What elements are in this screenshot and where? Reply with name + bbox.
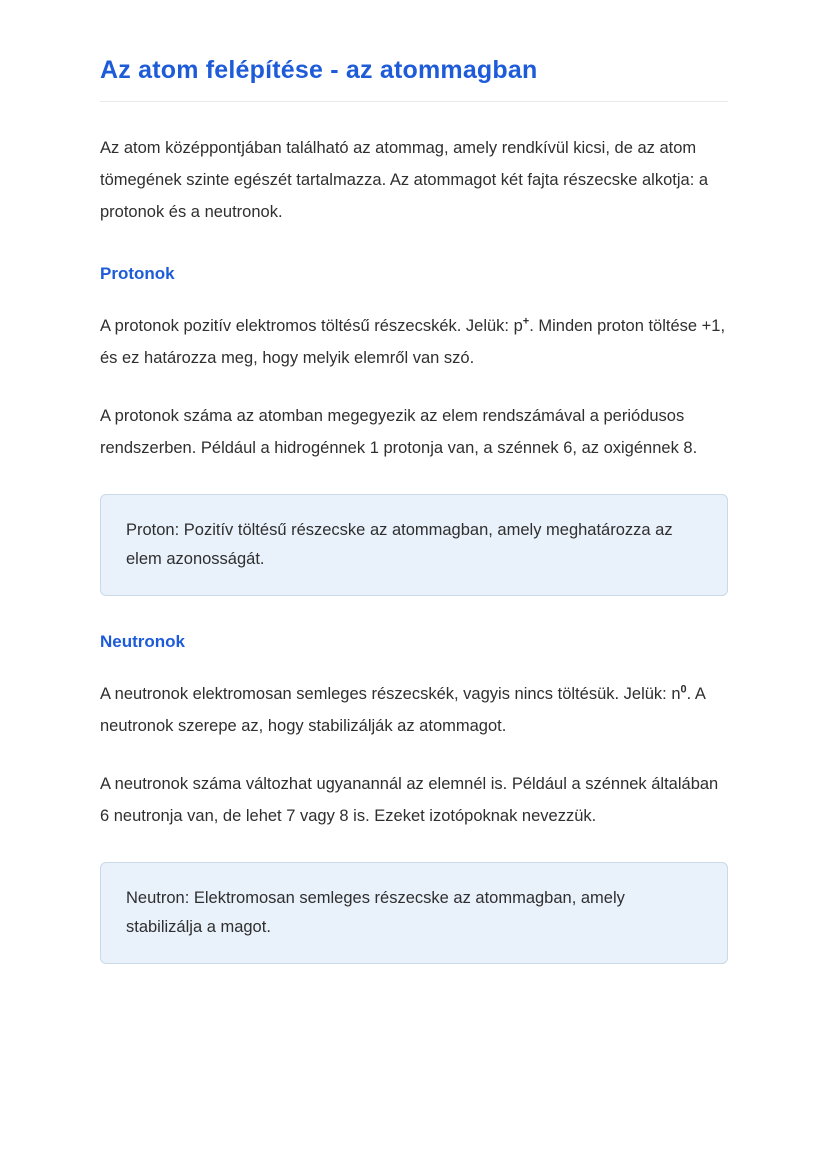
neutron-symbol-paragraph xyxy=(100,678,728,742)
proton-definition-callout xyxy=(100,494,728,596)
title-divider xyxy=(100,101,728,102)
neutron-count-paragraph: A neutronok száma változhat ugyanannál az elemnél is. Például a szénnek általában 6 neutronja van, de lehet 7 vagy 8 is. Ezeket izotópoknak nevezzük. xyxy=(100,775,719,825)
neutron-symbol-text-pre: A neutronok elektromosan semleges részecskék, vagyis nincs töltésük. Jelük: n xyxy=(100,685,681,703)
proton-symbol-text-post: . Minden proton töltése +1, és ez határozza meg, hogy melyik elemről van szó. xyxy=(100,317,726,367)
section-heading-protonok: Protonok xyxy=(100,264,175,283)
proton-count-paragraph: A protonok száma az atomban megegyezik az elem rendszámával a periódusos rendszerben. Például a hidrogénnek 1 protonja van, a szénnek 6, az oxigénnek 8. xyxy=(100,407,698,457)
section-heading-neutronok: Neutronok xyxy=(100,632,185,651)
proton-symbol-superscript: + xyxy=(522,315,530,328)
neutron-definition-callout xyxy=(100,862,728,964)
intro-paragraph: Az atom középpontjában található az atommag, amely rendkívül kicsi, de az atom tömegének szinte egészét tartalmazza. Az atommagot két fajta részecske alkotja: a protonok és a neutronok. xyxy=(100,139,709,221)
proton-definition-text: Proton: Pozitív töltésű részecske az atommagban, amely meghatározza az elem azonosságát. xyxy=(126,521,673,568)
neutron-symbol-text-post: . A neutronok szerepe az, hogy stabilizálják az atommagot. xyxy=(100,685,706,735)
proton-symbol-text-pre: A protonok pozitív elektromos töltésű részecskék. Jelük: p xyxy=(100,317,523,335)
proton-symbol-paragraph xyxy=(100,310,728,374)
neutron-definition-text: Neutron: Elektromosan semleges részecske az atommagban, amely stabilizálja a magot. xyxy=(126,889,625,936)
neutron-symbol-superscript: 0 xyxy=(680,683,687,696)
page-title: Az atom felépítése - az atommagban xyxy=(100,56,538,84)
